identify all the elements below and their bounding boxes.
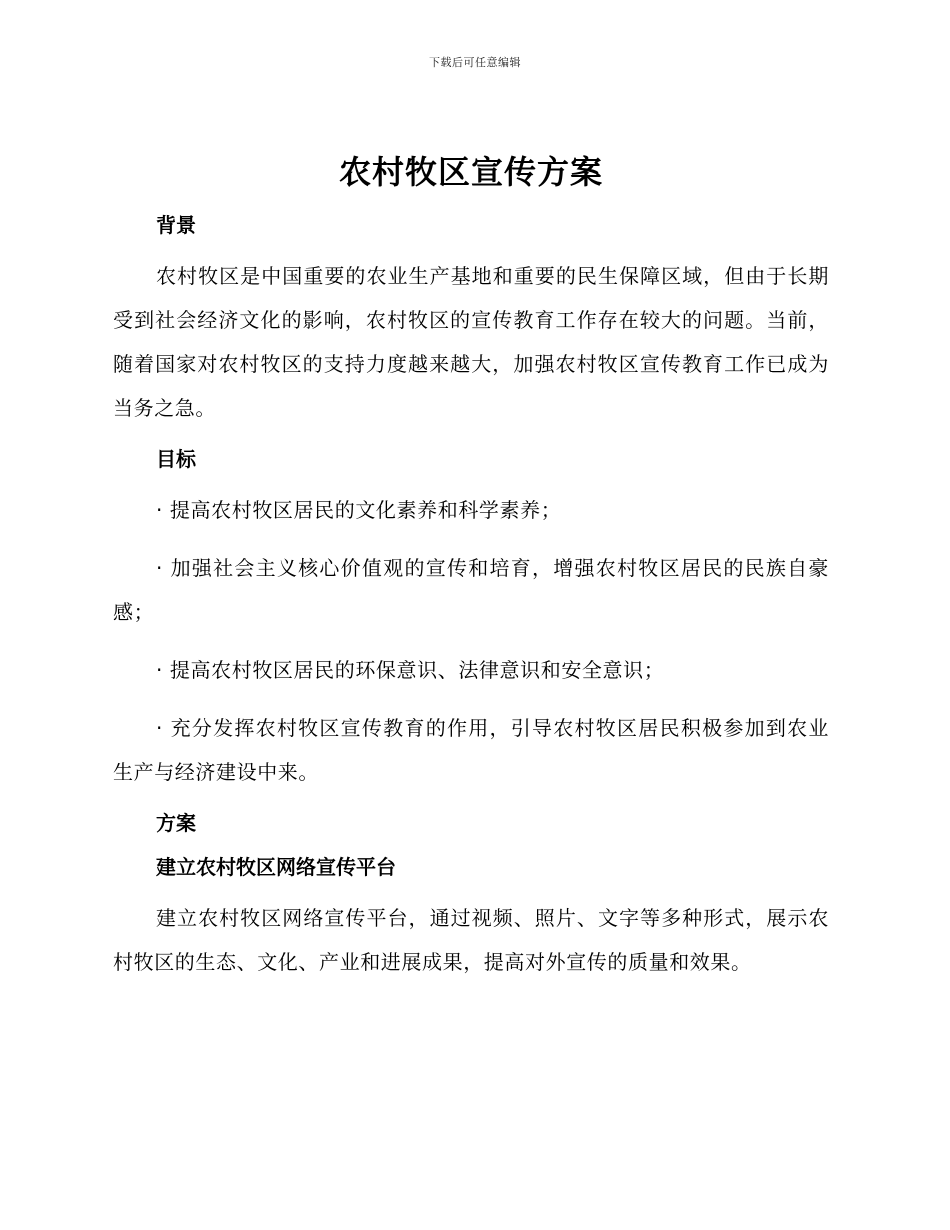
goals-section	[113, 444, 829, 794]
goals-heading: 目标	[156, 447, 196, 471]
goal-item-3: · 提高农村牧区居民的环保意识、法律意识和安全意识；	[156, 658, 665, 682]
background-section	[113, 210, 829, 430]
plan-paragraph: 建立农村牧区网络宣传平台，通过视频、照片、文字等多种形式，展示农村牧区的生态、文化、产业和进展成果，提高对外宣传的质量和效果。	[113, 906, 829, 974]
background-paragraph: 农村牧区是中国重要的农业生产基地和重要的民生保障区域，但由于长期受到社会经济文化的影响，农村牧区的宣传教育工作存在较大的问题。当前，随着国家对农村牧区的支持力度越来越大，加强农村牧区宣传教育工作已成为当务之急。	[113, 264, 829, 420]
background-heading: 背景	[156, 213, 196, 237]
document-body	[113, 148, 829, 984]
header-note: 下载后可任意编辑	[429, 56, 521, 69]
plan-subheading: 建立农村牧区网络宣传平台	[156, 855, 396, 879]
plan-section	[113, 808, 829, 984]
goal-item-2: · 加强社会主义核心价值观的宣传和培育，增强农村牧区居民的民族自豪感；	[113, 556, 829, 624]
plan-heading: 方案	[156, 811, 196, 835]
goal-item-4: · 充分发挥农村牧区宣传教育的作用，引导农村牧区居民积极参加到农业生产与经济建设中来。	[113, 716, 829, 784]
goal-item-1: · 提高农村牧区居民的文化素养和科学素养；	[156, 498, 562, 522]
document-title: 农村牧区宣传方案	[338, 153, 603, 191]
